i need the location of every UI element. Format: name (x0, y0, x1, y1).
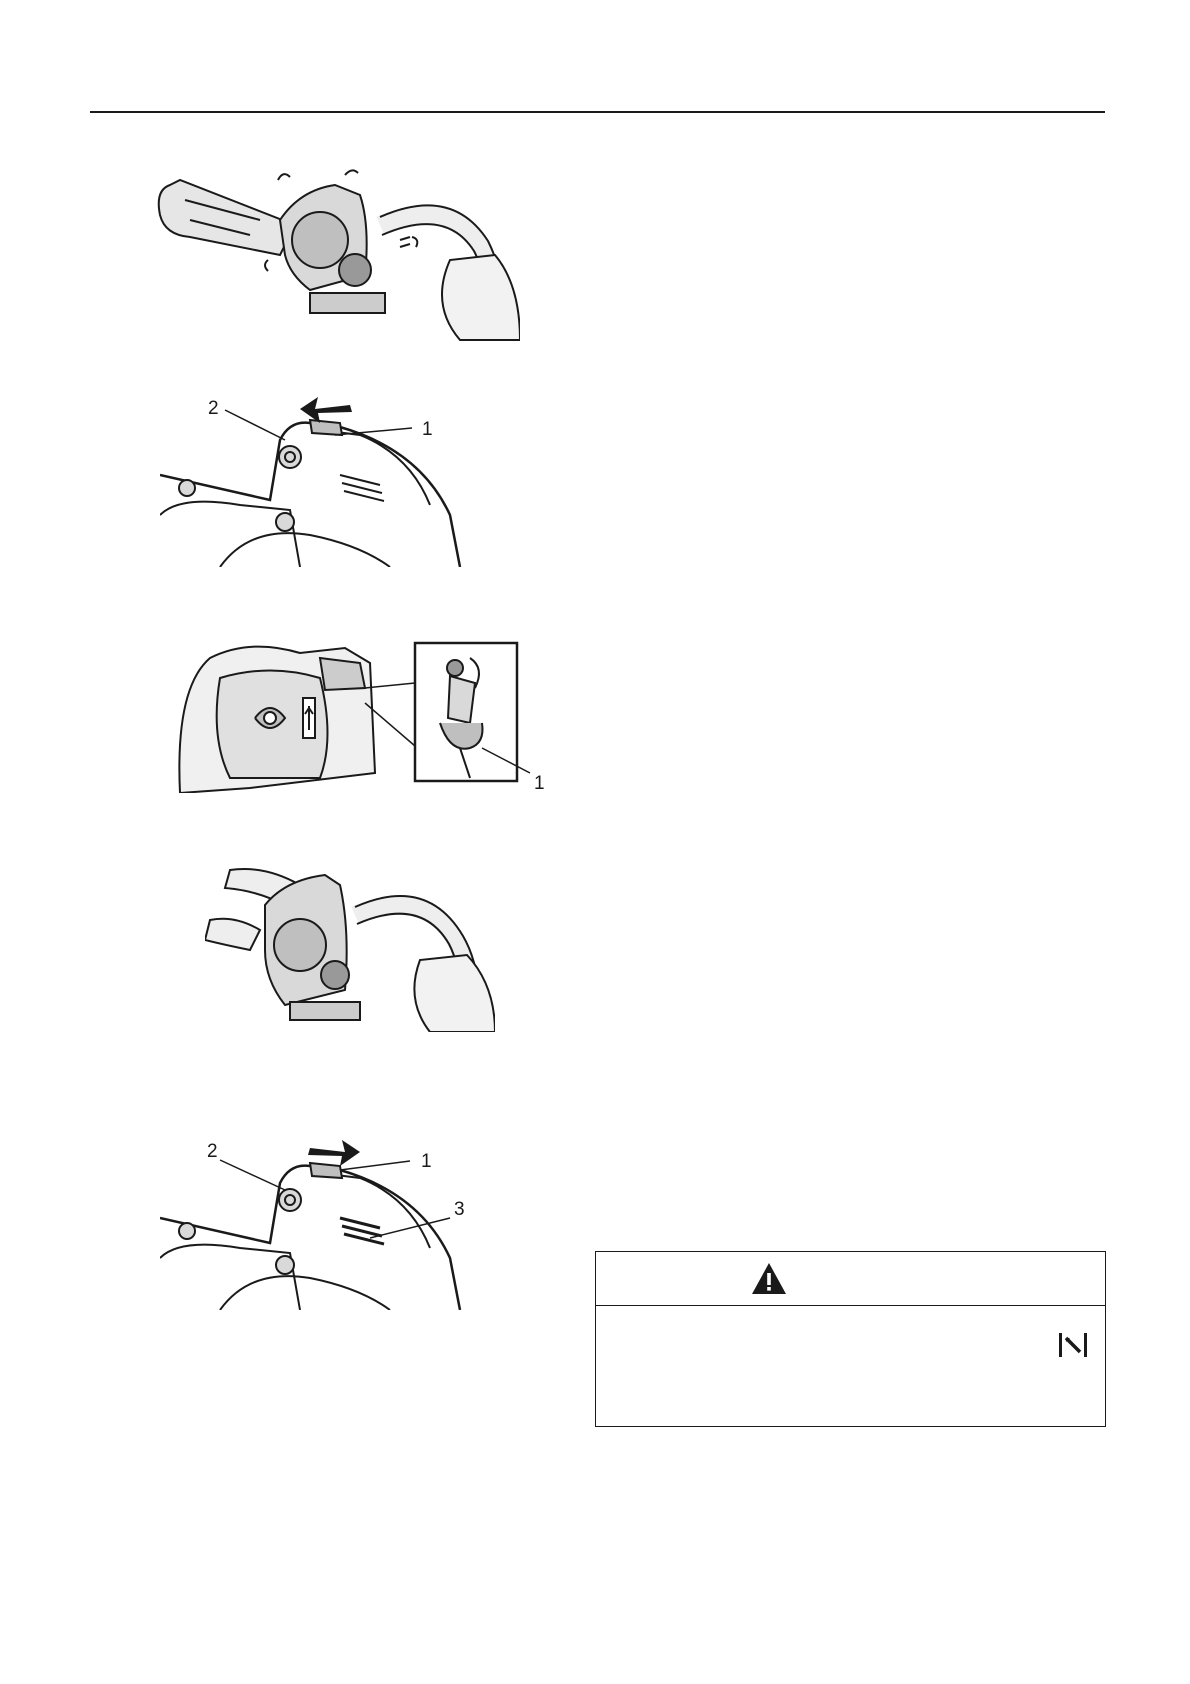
callout-1-label: 1 (421, 1151, 432, 1172)
figure-hands-operating-blower (205, 860, 495, 1032)
no-symbol-icon (1058, 1332, 1088, 1358)
callout-1-label: 1 (534, 773, 545, 793)
figure-throttle-lever-stop (160, 1138, 480, 1310)
callout-3-label: 3 (454, 1199, 465, 1220)
warning-box (595, 1251, 1106, 1427)
figure-blower-vacuum-running (150, 165, 520, 345)
figure-throttle-lever-start (160, 395, 480, 567)
figure-choke-detail (170, 628, 550, 793)
callout-2-label: 2 (208, 398, 219, 419)
header-rule (90, 111, 1105, 113)
warning-header (596, 1252, 1105, 1306)
callout-1-label: 1 (422, 419, 433, 440)
callout-2-label: 2 (207, 1141, 218, 1162)
warning-triangle-icon (751, 1262, 787, 1295)
